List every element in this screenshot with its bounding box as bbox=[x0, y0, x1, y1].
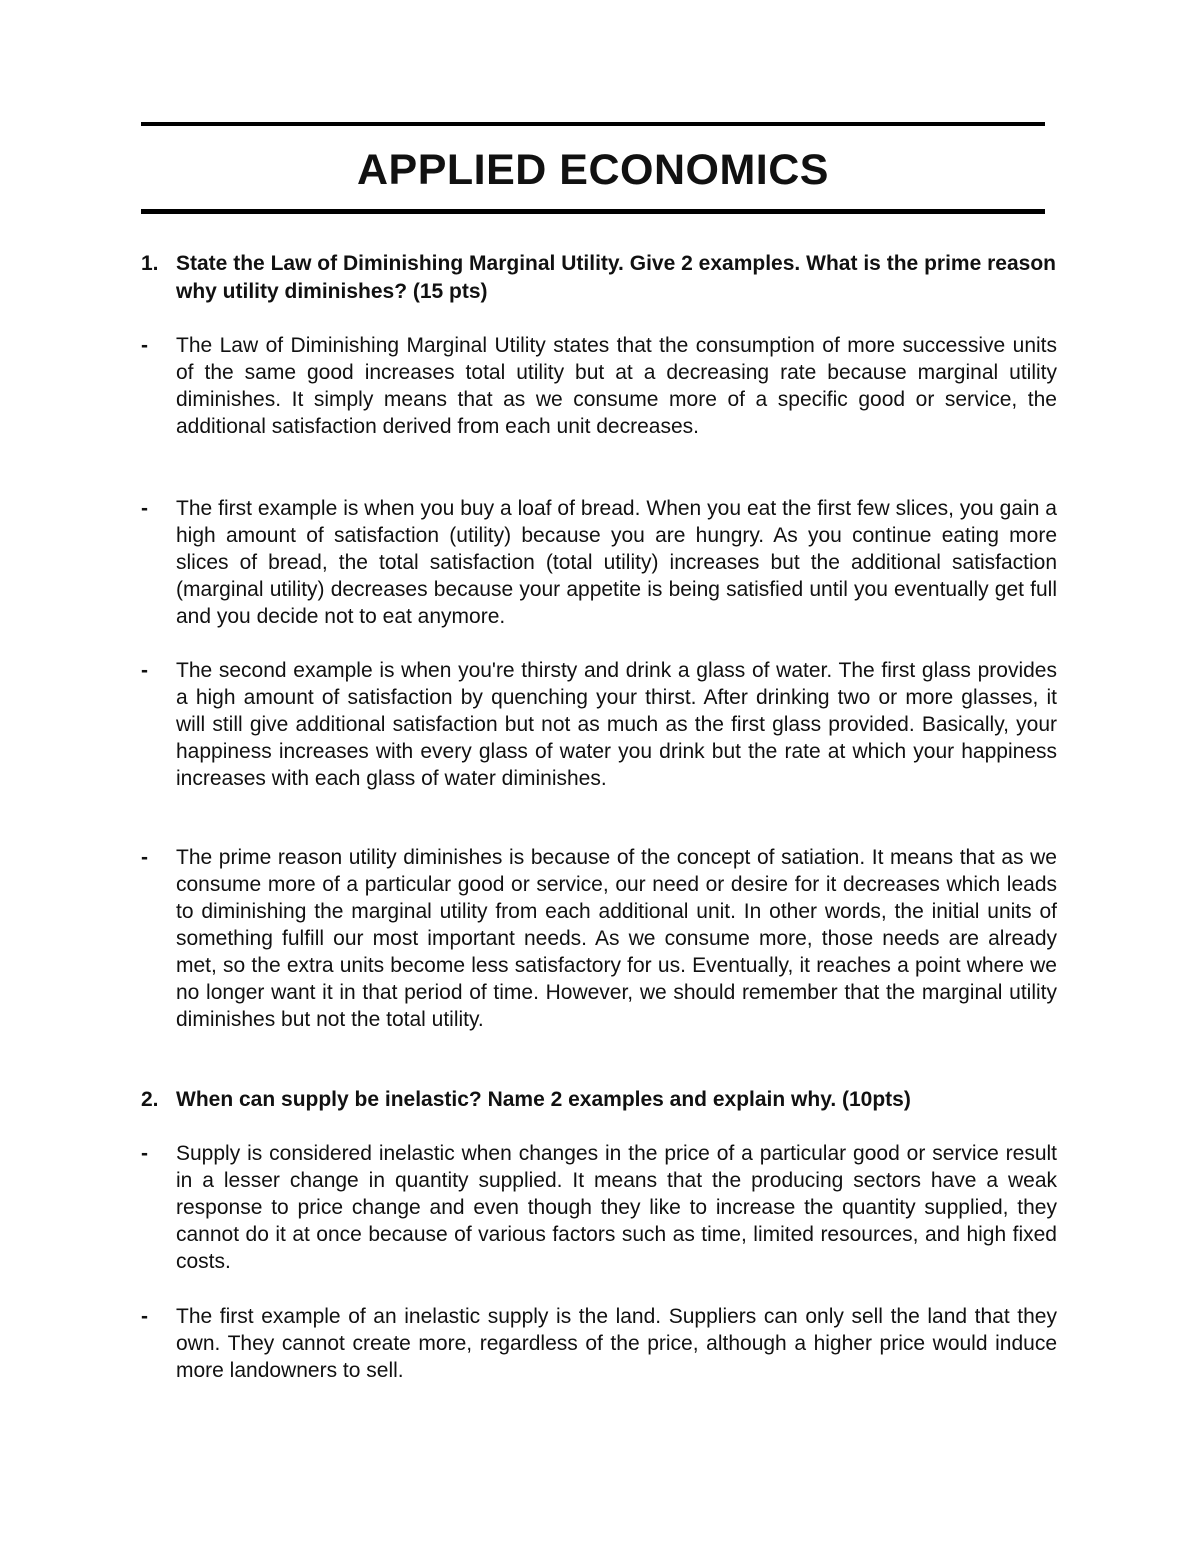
answer-text: The second example is when you're thirsty and drink a glass of water. The first glass provides a high amount of satisfaction by quenching your thirst. After drinking two or more glasses, it will still give additional satisfaction but not as much as the first glass provided. Basically, your happiness increases with every glass of water you drink but the rate at which your happiness increases with each glass of water diminishes. bbox=[176, 659, 1057, 790]
question-2 bbox=[141, 1086, 1061, 1114]
answer-text: The prime reason utility diminishes is because of the concept of satiation. It means that as we consume more of a particular good or service, our need or desire for it decreases which leads to diminishing the marginal utility from each additional unit. In other words, the initial units of something fulfill our most important needs. As we consume more, those needs are already met, so the extra units become less satisfactory for us. Eventually, it reaches a point where we no longer want it in that period of time. However, we should remember that the marginal utility diminishes but not the total utility. bbox=[176, 846, 1057, 1031]
bullet-dash: - bbox=[141, 334, 148, 357]
answer-text: The first example of an inelastic supply is the land. Suppliers can only sell the land that they own. They cannot create more, regardless of the price, although a higher price would induce more landowners to sell. bbox=[176, 1305, 1057, 1382]
bullet-dash: - bbox=[141, 497, 148, 520]
bullet-dash: - bbox=[141, 1305, 148, 1328]
question-number: 1. bbox=[141, 252, 159, 275]
answer-text: The first example is when you buy a loaf of bread. When you eat the first few slices, you gain a high amount of satisfaction (utility) because you are hungry. As you continue eating more slices of bread, the total satisfaction (total utility) increases but the additional satisfaction (marginal utility) decreases because your appetite is being satisfied until you eventually get full and you decide not to eat anymore. bbox=[176, 497, 1057, 628]
answer-text: The Law of Diminishing Marginal Utility states that the consumption of more successive units of the same good increases total utility but at a decreasing rate because marginal utility diminishes. It simply means that as we consume more of a specific good or service, the additional satisfaction derived from each unit decreases. bbox=[176, 334, 1057, 438]
answer-1-2 bbox=[141, 495, 1061, 630]
title-top-rule bbox=[141, 122, 1045, 126]
answer-1-1 bbox=[141, 332, 1061, 440]
answer-text: Supply is considered inelastic when changes in the price of a particular good or service result in a lesser change in quantity supplied. It means that the producing sectors have a weak response to price change and even though they like to increase the quantity supplied, they cannot do it at once because of various factors such as time, limited resources, and high fixed costs. bbox=[176, 1142, 1057, 1273]
question-number: 2. bbox=[141, 1088, 159, 1111]
answer-1-3 bbox=[141, 657, 1061, 792]
title-bottom-rule bbox=[141, 209, 1045, 214]
bullet-dash: - bbox=[141, 846, 148, 869]
answer-2-2 bbox=[141, 1303, 1061, 1384]
bullet-dash: - bbox=[141, 659, 148, 682]
answer-1-4 bbox=[141, 844, 1061, 1033]
bullet-dash: - bbox=[141, 1142, 148, 1165]
answer-2-1 bbox=[141, 1140, 1061, 1275]
document-title: APPLIED ECONOMICS bbox=[357, 146, 829, 194]
question-text: When can supply be inelastic? Name 2 examples and explain why. (10pts) bbox=[176, 1088, 911, 1111]
question-text: State the Law of Diminishing Marginal Utility. Give 2 examples. What is the prime reason why utility diminishes? (15 pts) bbox=[176, 252, 1056, 303]
question-1 bbox=[141, 250, 1061, 306]
